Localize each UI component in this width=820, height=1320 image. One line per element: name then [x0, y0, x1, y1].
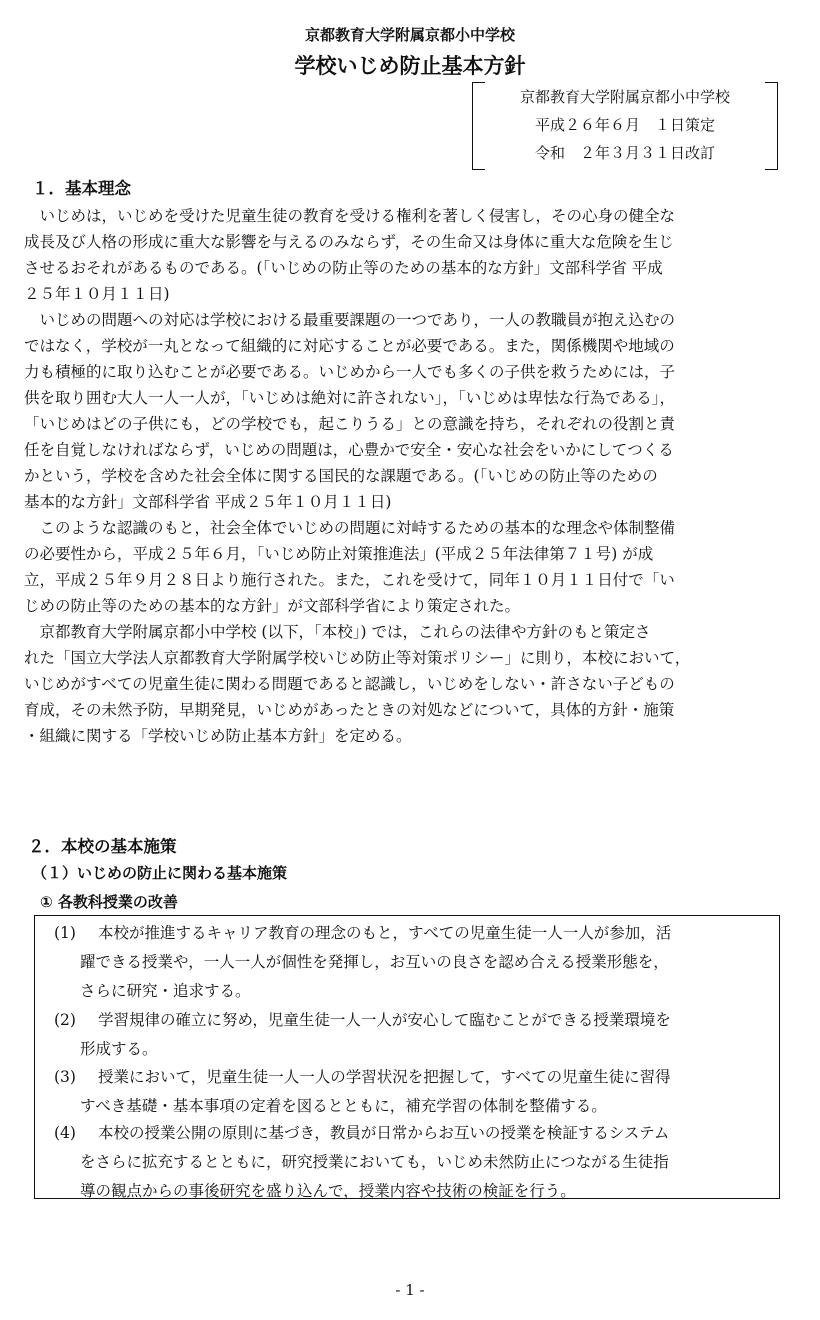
school-name-heading: 京都教育大学附属京都小中学校 — [304, 26, 515, 44]
paragraph-line: 立，平成２５年９月２８日より施行された。また，これを受けて，同年１０月１１日付で「い — [24, 571, 675, 589]
paragraph-line: 力も積極的に取り込むことが必要である。いじめから一人でも多くの子供を救うためには，子 — [24, 363, 676, 381]
section-2-heading: ２．本校の基本施策 — [28, 837, 177, 856]
info-established-date: 平成２６年６月 １日策定 — [534, 116, 715, 134]
paragraph-3 — [24, 515, 796, 619]
page-number: - 1 - — [395, 1281, 425, 1299]
section-1-heading: １．基本理念 — [32, 179, 131, 198]
measure-line: 本校の授業公開の原則に基づき，教員が日常からお互いの授業を検証するシステム — [98, 1124, 670, 1142]
measure-line: 導の観点からの事後研究を盛り込んで，授業内容や技術の検証を行う。 — [80, 1182, 576, 1200]
info-revised-date: 令和 ２年３月３１日改訂 — [534, 144, 715, 162]
measure-line: さらに研究・追求する。 — [80, 982, 251, 1000]
paragraph-2 — [24, 307, 796, 515]
measure-line: 形成する。 — [80, 1040, 158, 1058]
measure-number: (2) — [54, 1011, 76, 1029]
measures-box — [34, 915, 780, 1199]
paragraph-1 — [24, 203, 796, 307]
info-school-name: 京都教育大学附属京都小中学校 — [519, 88, 730, 106]
paragraph-line: いじめがすべての児童生徒に関わる問題であると認識し，いじめをしない・許さない子どもの — [24, 675, 675, 693]
measure-line: をさらに拡充するとともに，研究授業においても，いじめ未然防止につながる生徒指 — [80, 1153, 669, 1171]
paragraph-line: 京都教育大学附属京都小中学校 (以下，「本校」) では，これらの法律や方針のもと策定さ — [24, 623, 651, 641]
paragraph-line: させるおそれがあるものである。(「いじめの防止等のための基本的な方針」文部科学省 平成 — [24, 259, 663, 277]
measure-number: (4) — [54, 1124, 76, 1142]
paragraph-4 — [24, 619, 796, 749]
measure-line: 授業において，児童生徒一人一人の学習状況を把握して，すべての児童生徒に習得 — [98, 1068, 671, 1086]
paragraph-line: 「いじめはどの子供にも，どの学校でも，起こりうる」との意識を持ち，それぞれの役割と責 — [24, 415, 676, 433]
measure-line: 本校が推進するキャリア教育の理念のもと，すべての児童生徒一人一人が参加，活 — [98, 924, 672, 942]
document-title: 学校いじめ防止基本方針 — [294, 54, 526, 78]
item-1-heading: ① 各教科授業の改善 — [40, 893, 178, 911]
paragraph-line: いじめは，いじめを受けた児童生徒の教育を受ける権利を著しく侵害し，その心身の健全な — [24, 207, 676, 225]
measure-line: 躍できる授業や，一人一人が個性を発揮し，お互いの良さを認め合える授業形態を， — [80, 953, 669, 971]
measure-number: (1) — [54, 924, 76, 942]
measure-item-1 — [54, 919, 671, 1006]
paragraph-line: 基本的な方針」文部科学省 平成２５年１０月１１日) — [24, 493, 392, 511]
paragraph-line: れた「国立大学法人京都教育大学附属学校いじめ防止等対策ポリシー」に則り，本校において， — [24, 649, 691, 667]
subsection-1-heading: （１）いじめの防止に関わる基本施策 — [32, 864, 288, 882]
paragraph-line: 育成，その未然予防，早期発見，いじめがあったときの対処などについて，具体的方針・施策 — [24, 701, 675, 719]
revision-info-box — [472, 82, 778, 170]
measure-line: すべき基礎・基本事項の定着を図るとともに，補充学習の体制を整備する。 — [80, 1097, 607, 1115]
paragraph-line: じめの防止等のための基本的な方針」が文部科学省により策定された。 — [24, 597, 521, 615]
measure-item-4 — [54, 1119, 669, 1206]
measure-line: 学習規律の確立に努め，児童生徒一人一人が安心して臨むことができる授業環境を — [98, 1011, 671, 1029]
paragraph-line: このような認識のもと，社会全体でいじめの問題に対峙するための基本的な理念や体制整備 — [24, 519, 676, 537]
paragraph-line: 成長及び人格の形成に重大な影響を与えるのみならず，その生命又は身体に重大な危険を生じ — [24, 233, 674, 251]
paragraph-line: の必要性から，平成２５年６月，「いじめ防止対策推進法」(平成２５年法律第７１号) が成 — [24, 545, 654, 563]
paragraph-line: 供を取り囲む大人一人一人が，「いじめは絶対に許されない」，「いじめは卑怯な行為である」， — [24, 389, 676, 407]
measure-number: (3) — [54, 1068, 76, 1086]
paragraph-line: かという，学校を含めた社会全体に関する国民的な課題である。(「いじめの防止等のための — [24, 467, 658, 485]
paragraph-line: ・組織に関する「学校いじめ防止基本方針」を定める。 — [24, 727, 412, 745]
paragraph-line: ではなく，学校が一丸となって組織的に対応することが必要である。また，関係機関や地域の — [24, 337, 675, 355]
paragraph-line: ２５年１０月１１日) — [24, 285, 170, 303]
paragraph-line: いじめの問題への対応は学校における最重要課題の一つであり，一人の教職員が抱え込むの — [24, 311, 676, 329]
paragraph-line: 任を自覚しなければならず，いじめの問題は，心豊かで安全・安心な社会をいかにしてつくる — [24, 441, 674, 459]
measure-item-3 — [54, 1063, 671, 1121]
measure-item-2 — [54, 1006, 671, 1064]
